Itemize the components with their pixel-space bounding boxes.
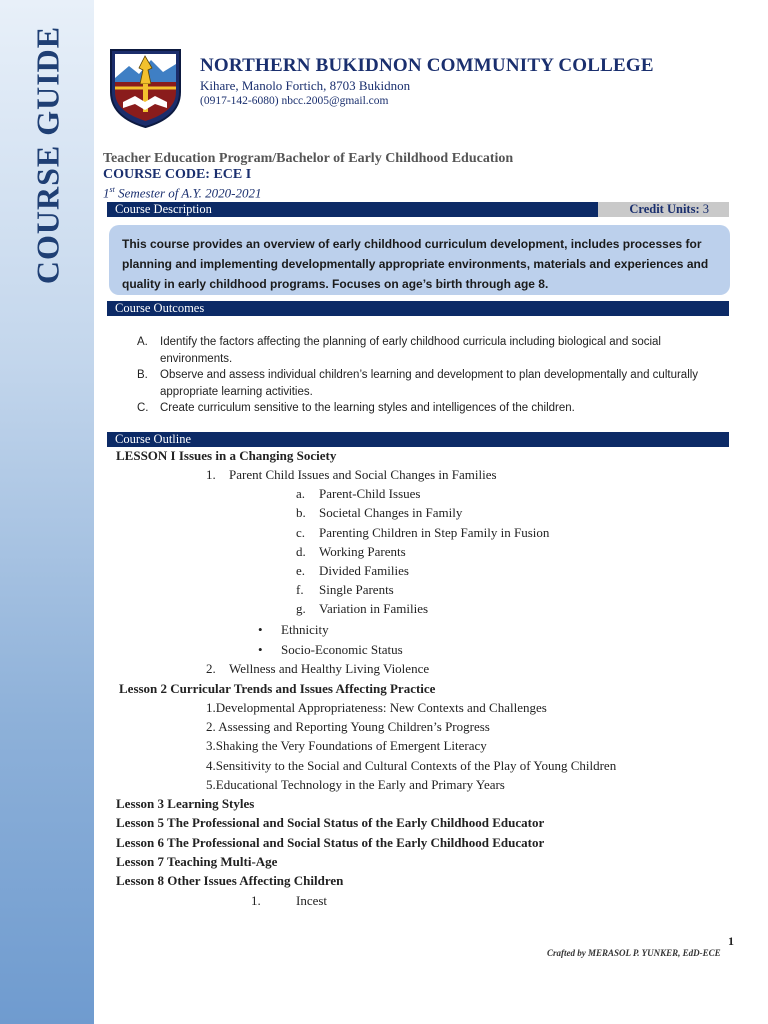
college-address: Kihare, Manolo Fortich, 8703 Bukidnon	[200, 78, 411, 93]
sidebar-title: COURSE GUIDE	[29, 25, 66, 285]
outline-item: Incest	[296, 893, 328, 908]
semester-suffix: st	[109, 185, 115, 194]
sub-item: Working Parents	[319, 544, 406, 559]
credit-units-box	[598, 202, 729, 217]
sub-item: Variation in Families	[319, 601, 429, 616]
outcome-item	[137, 334, 727, 367]
outcome-text: Identify the factors affecting the planning of early childhood curricula including biological and social environments.	[160, 336, 661, 365]
page-number: 1	[728, 934, 734, 948]
sub-item: Single Parents	[319, 582, 394, 597]
college-contact: (0917-142-6080) nbcc.2005@gmail.com	[200, 95, 389, 107]
lesson-title: Lesson 6 The Professional and Social Status of the Early Childhood Educator	[116, 835, 545, 850]
course-code: COURSE CODE: ECE I	[103, 167, 252, 182]
course-outline-bar	[107, 432, 729, 447]
lesson-2-item: 5.Educational Technology in the Early and Primary Years	[206, 777, 505, 792]
course-outcomes-bar	[107, 301, 729, 316]
course-outline-heading: Course Outline	[115, 432, 192, 446]
lesson-title: Lesson 5 The Professional and Social Status of the Early Childhood Educator	[116, 815, 545, 830]
course-description-text: This course provides an overview of early childhood curriculum development, includes processes for planning and implementing developmentally appropriate environments, materials and experiences and quality in early childhood programs. Focuses on age’s birth through age 8.	[109, 225, 730, 295]
sub-item-letter: e.	[296, 563, 306, 578]
outline-number: 2.	[206, 661, 216, 676]
credit-units-label: Credit Units:	[629, 202, 700, 216]
college-logo	[107, 48, 184, 128]
semester-ordinal: 1	[103, 185, 110, 201]
sub-item: Societal Changes in Family	[319, 505, 463, 520]
outcome-letter: B.	[137, 369, 148, 381]
bullet-item: Socio-Economic Status	[281, 642, 403, 657]
outcome-text: Observe and assess individual children’s learning and development to plan developmentally and culturally appropriate learning activities.	[160, 369, 699, 398]
credit-units-value: 3	[702, 202, 709, 216]
lesson-2-title: Lesson 2 Curricular Trends and Issues Affecting Practice	[119, 681, 436, 696]
lesson-2-item: 2. Assessing and Reporting Young Children’s Progress	[206, 719, 490, 734]
lesson-title: Lesson 3 Learning Styles	[116, 796, 255, 811]
outcome-item	[137, 367, 727, 400]
lesson-2-item: 4.Sensitivity to the Social and Cultural Contexts of the Play of Young Children	[206, 758, 617, 773]
course-description-heading: Course Description	[115, 202, 212, 216]
college-name: NORTHERN BUKIDNON COMMUNITY COLLEGE	[200, 55, 654, 76]
sub-item-letter: b.	[296, 505, 306, 520]
sub-item-letter: c.	[296, 525, 306, 540]
sub-item-letter: d.	[296, 544, 306, 559]
bullet-icon: •	[258, 622, 263, 637]
outcome-letter: A.	[137, 336, 148, 348]
course-outcomes-list	[137, 334, 727, 417]
outline-number: 1.	[251, 893, 261, 908]
outcome-letter: C.	[137, 402, 149, 414]
author-credit: Crafted by MERASOL P. YUNKER, EdD-ECE	[547, 948, 721, 958]
lesson-title: Lesson 7 Teaching Multi-Age	[116, 854, 278, 869]
course-outcomes-heading: Course Outcomes	[115, 301, 205, 315]
outcome-text: Create curriculum sensitive to the learning styles and intelligences of the children.	[160, 402, 575, 414]
sub-item-letter: a.	[296, 486, 306, 501]
lesson-title: Lesson 8 Other Issues Affecting Children	[116, 873, 344, 888]
sub-item: Parenting Children in Step Family in Fusion	[319, 525, 550, 540]
program-title: Teacher Education Program/Bachelor of Early Childhood Education	[103, 151, 514, 166]
sub-item-letter: f.	[296, 582, 304, 597]
outline-item: Wellness and Healthy Living Violence	[229, 661, 430, 676]
bullet-item: Ethnicity	[281, 622, 329, 637]
bullet-icon: •	[258, 642, 263, 657]
sub-item: Divided Families	[319, 563, 409, 578]
sub-item-letter: g.	[296, 601, 306, 616]
semester-text: Semester of A.Y. 2020-2021	[114, 185, 262, 201]
lesson-2-item: 3.Shaking the Very Foundations of Emergent Literacy	[206, 738, 487, 753]
semester-label	[103, 185, 261, 201]
course-guide-sidebar	[0, 0, 94, 1024]
lesson-2-item: 1.Developmental Appropriateness: New Contexts and Challenges	[206, 700, 547, 715]
outline-item: Parent Child Issues and Social Changes in Families	[229, 467, 497, 482]
sub-item: Parent-Child Issues	[319, 486, 421, 501]
outline-number: 1.	[206, 467, 216, 482]
lesson-1-title: LESSON I Issues in a Changing Society	[116, 448, 337, 463]
outcome-item	[137, 400, 727, 417]
